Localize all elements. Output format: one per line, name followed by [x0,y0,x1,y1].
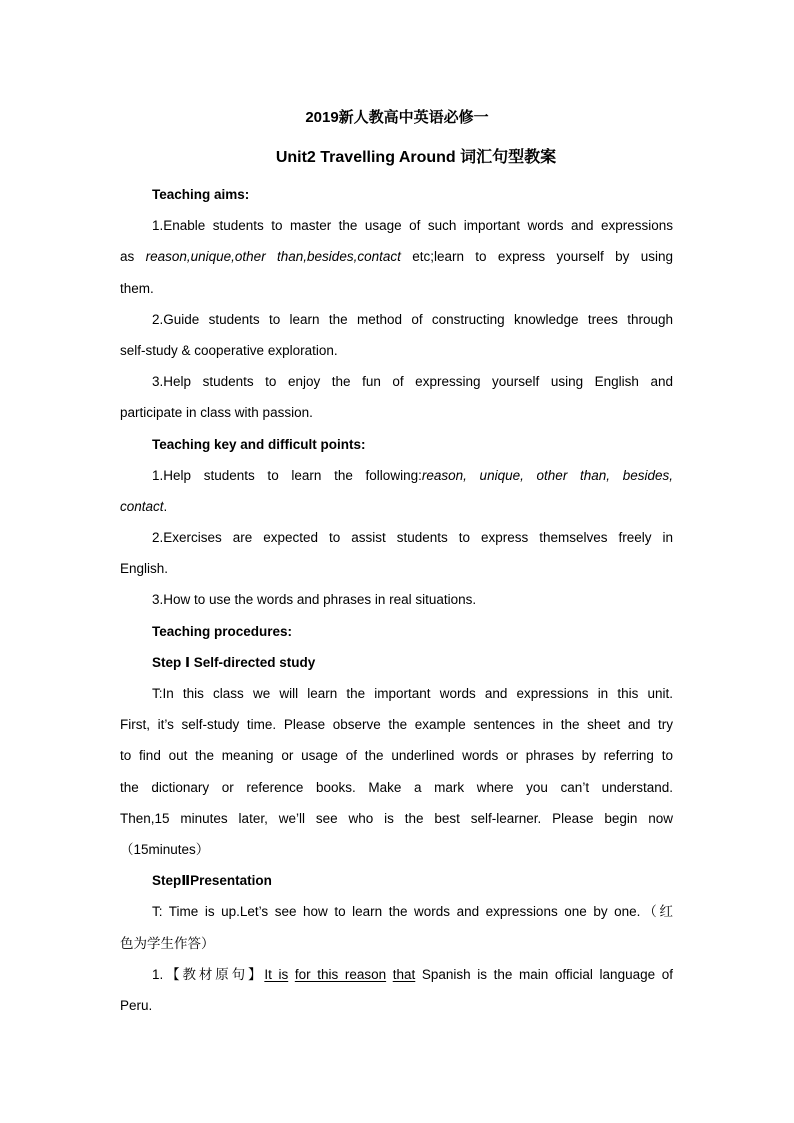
underlined-phrase: that [392,966,416,982]
text-run: the dictionary or reference books. Make a mark where you can’t understand. [120,779,673,795]
text-run: 2.Guide students to learn the method of constructing knowledge trees through [152,311,673,327]
text-run: to find out the meaning or usage of the underlined words or phrases by referring to [120,748,673,764]
text-line [120,241,673,272]
text-run: 3.How to use the words and phrases in real situations. [152,592,477,608]
text-line [120,210,673,241]
text-run: Teaching aims: [152,187,250,202]
section-heading [120,647,673,678]
text-run: 1.Enable students to master the usage of such important words and expressions [152,218,673,234]
text-run: self-study & cooperative exploration. [120,342,338,358]
text-run: T:In this class we will learn the important words and expressions in this unit. [152,686,673,701]
text-run: etc;learn to express yourself by using [400,249,673,265]
italic-term: reason,unique,other than,besides,contact [145,249,401,265]
text-line [120,553,673,584]
text-line [120,491,673,522]
text-run: 3.Help students to enjoy the fun of expressing yourself using English and [152,374,673,390]
text-run: （15minutes） [120,841,210,857]
text-run: 2.Exercises are expected to assist students to express themselves freely in [152,530,673,546]
text-line [120,366,673,397]
document-subtitle: Unit2 Travelling Around 词汇句型教案 [275,149,557,166]
text-line [120,678,673,709]
text-run: 1.【教材原句】 [152,966,265,982]
text-line [120,928,673,959]
text-run: participate in class with passion. [120,405,313,421]
text-line [120,959,673,990]
section-heading [120,429,673,460]
underlined-phrase: for this reason [294,966,387,982]
text-run: English. [120,561,169,577]
text-line [120,460,673,491]
text-line [120,709,673,740]
text-run: as [120,249,146,265]
text-run: Peru. [120,997,153,1013]
section-heading [120,865,673,896]
text-run: Teaching key and difficult points: [152,436,366,452]
text-line [120,803,673,834]
section-heading [120,179,673,210]
text-line [120,397,673,428]
text-run [386,967,393,982]
text-run: 色为学生作答） [120,935,215,951]
text-run: Step Ⅰ Self-directed study [152,654,316,670]
italic-term: contact [120,498,164,514]
text-line [120,740,673,771]
italic-term: reason, unique, other than, besides, [421,467,674,483]
text-line [120,896,673,927]
document-body [120,179,673,1021]
text-line [120,990,673,1021]
text-line [120,584,673,615]
section-heading [120,616,673,647]
underlined-phrase: It is [264,966,289,982]
text-run: T: Time is up.Let’s see how to learn the words and expressions one by one.（红 [152,904,673,920]
text-line [120,273,673,304]
text-run: them. [120,280,154,296]
text-run: Teaching procedures: [152,623,293,639]
text-run: StepⅡPresentation [152,873,272,889]
text-run: 1.Help students to learn the following: [152,467,422,483]
text-run: . [163,498,168,514]
text-line [120,304,673,335]
text-run [288,967,295,982]
text-run: First, it’s self-study time. Please observe the example sentences in the sheet and try [120,717,673,733]
text-line [120,834,673,865]
text-line [120,772,673,803]
text-line [120,522,673,553]
text-line [120,335,673,366]
text-run: Then,15 minutes later, we’ll see who is the best self-learner. Please begin now [120,810,673,826]
text-run: Spanish is the main official language of [415,966,673,982]
document-title: 2019新人教高中英语必修一 [305,109,489,126]
